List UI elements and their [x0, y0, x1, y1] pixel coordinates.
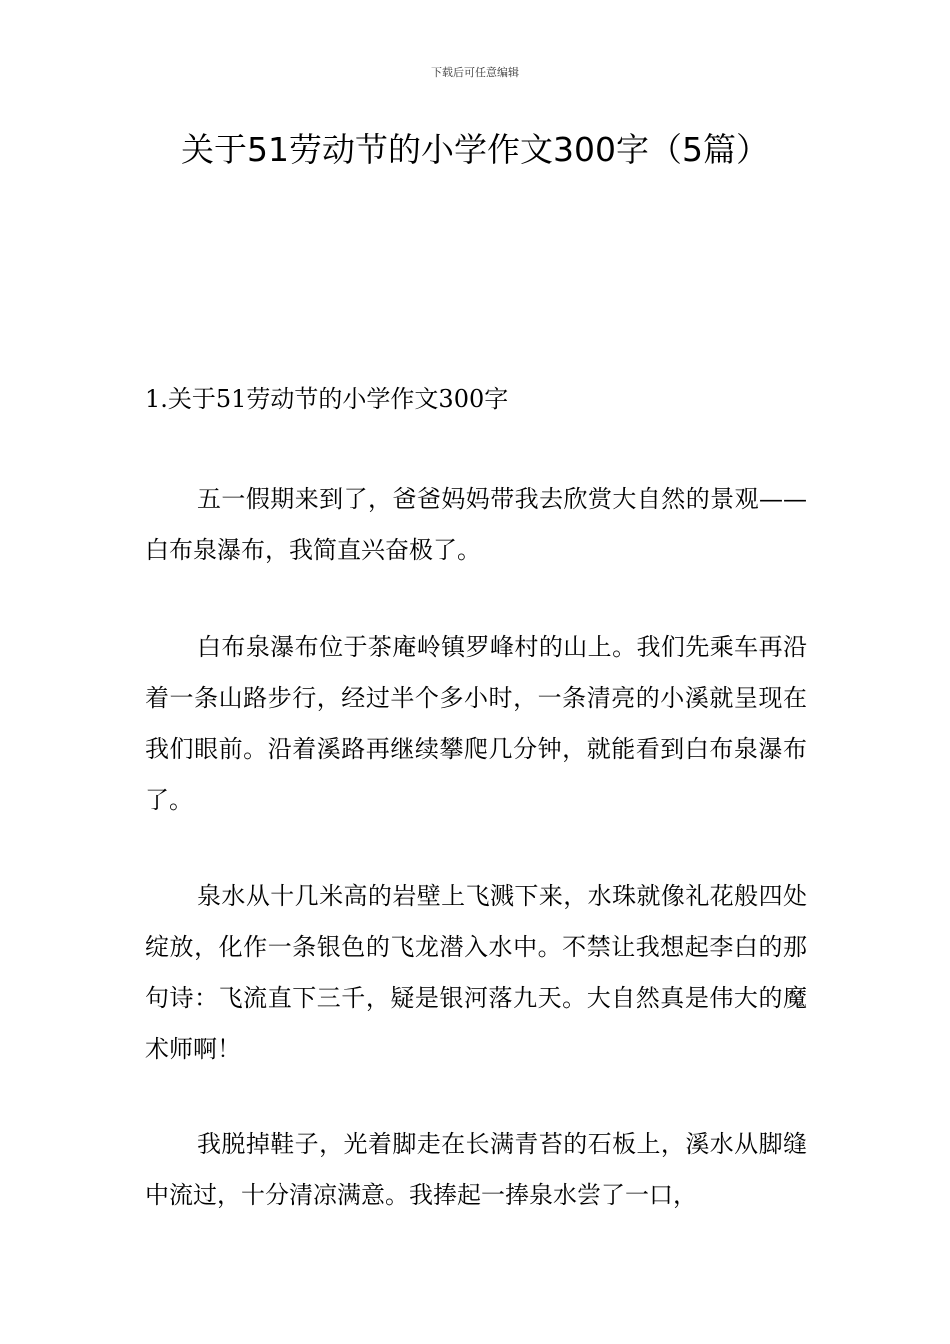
- paragraph-3: 泉水从十几米高的岩壁上飞溅下来，水珠就像礼花般四处绽放，化作一条银色的飞龙潜入水中。不禁让我想起李白的那句诗：飞流直下三千，疑是银河落九天。大自然真是伟大的魔术师啊！: [145, 882, 807, 1063]
- paragraph-2: 白布泉瀑布位于茶庵岭镇罗峰村的山上。我们先乘车再沿着一条山路步行，经过半个多小时，一条清亮的小溪就呈现在我们眼前。沿着溪路再继续攀爬几分钟，就能看到白布泉瀑布了。: [145, 633, 807, 814]
- paragraph-4: 我脱掉鞋子，光着脚走在长满青苔的石板上，溪水从脚缝中流过，十分清凉满意。我捧起一捧泉水尝了一口，: [145, 1130, 807, 1209]
- header-note: 下载后可任意编辑: [431, 66, 519, 79]
- document-title: 关于51劳动节的小学作文300字（5篇）: [181, 130, 769, 169]
- paragraph-1: 五一假期来到了，爸爸妈妈带我去欣赏大自然的景观——白布泉瀑布，我简直兴奋极了。: [145, 485, 807, 564]
- section-heading: 1.关于51劳动节的小学作文300字: [145, 385, 509, 413]
